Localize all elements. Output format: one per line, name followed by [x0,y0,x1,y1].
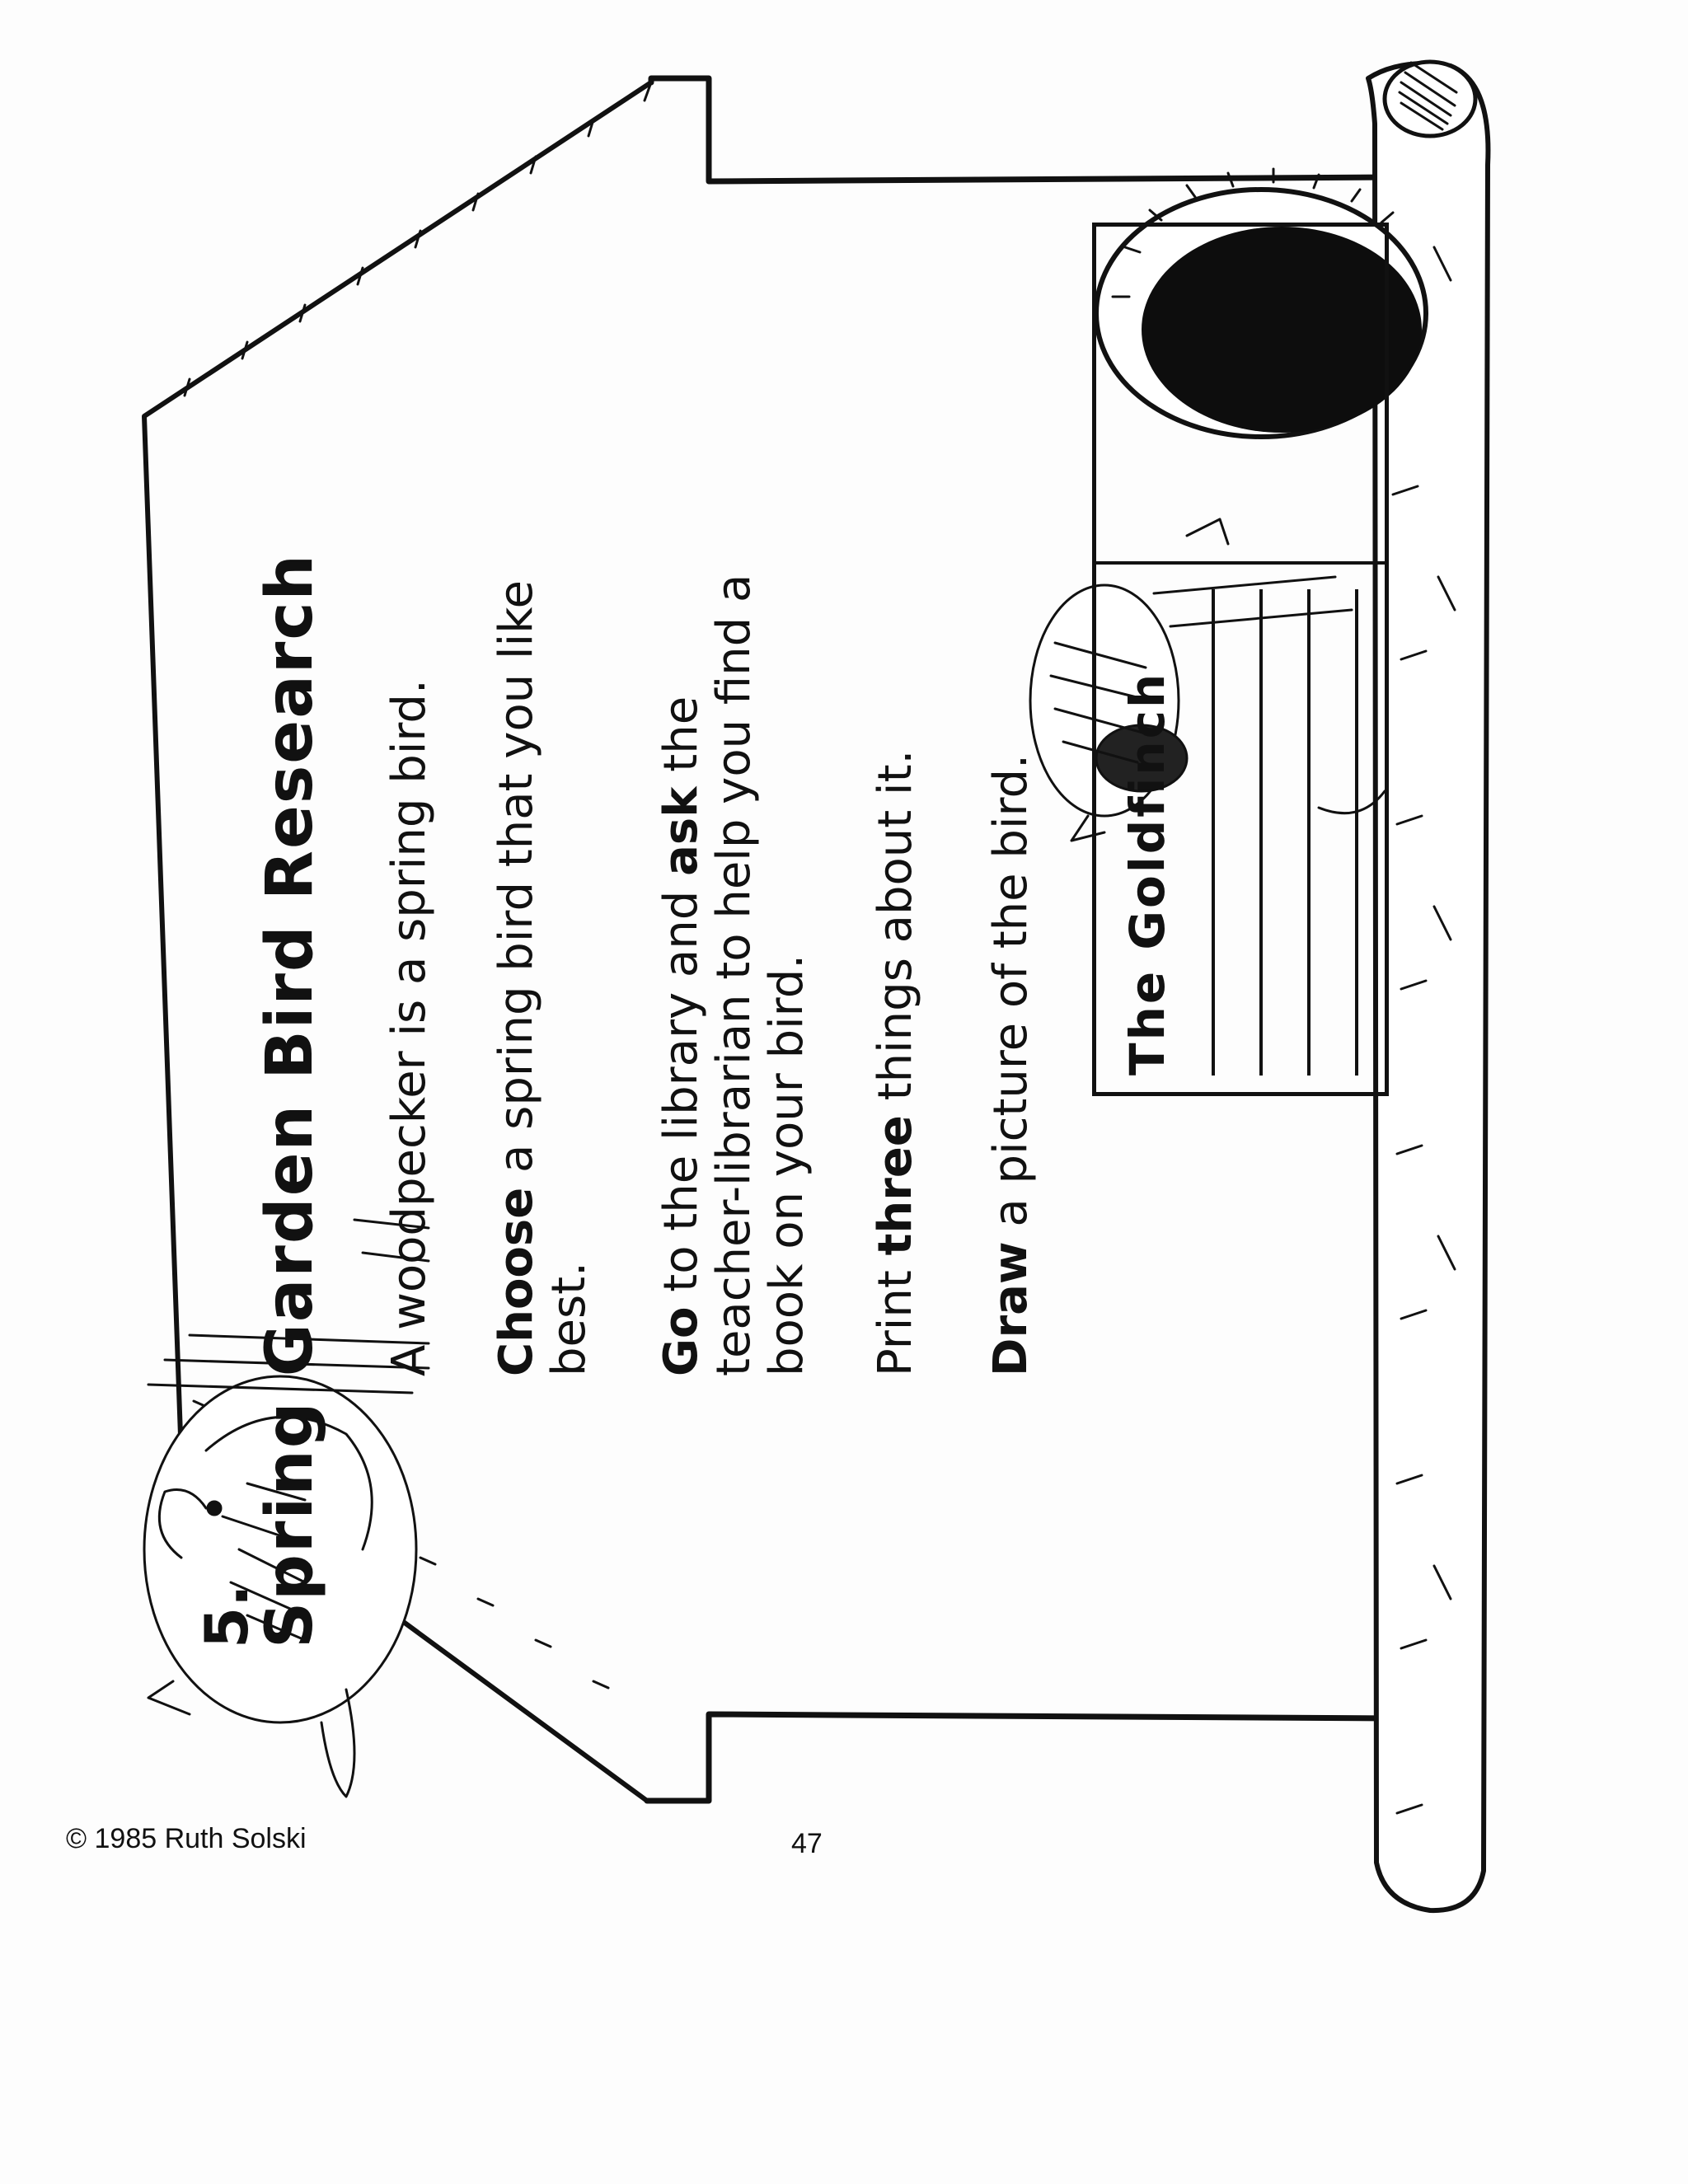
instruction-print-text-1: Print [869,1255,922,1376]
instruction-ask-verb: ask [654,786,708,876]
goldfinch-fact-box [1092,223,1389,1096]
activity-number: 5. [192,1584,261,1648]
instruction-choose [490,511,596,1376]
instruction-go [655,511,814,1376]
instruction-print-bold: three [869,1115,922,1256]
copyright-notice: © 1985 Ruth Solski [66,1823,307,1854]
instruction-print-text-2: things about it. [869,749,922,1116]
instruction-draw-verb: Draw [984,1241,1038,1376]
instruction-draw-text: a picture of the bird. [984,754,1038,1242]
instruction-choose-text: a spring bird that you like best. [490,579,596,1376]
writing-line[interactable] [1259,589,1263,1076]
instruction-go-text-1: to the library and [654,875,708,1307]
writing-line[interactable] [1212,589,1215,1076]
instruction-print [870,511,922,1376]
fact-box-title: The Goldfinch [1119,671,1175,1076]
instruction-go-verb: Go [654,1306,708,1376]
worksheet-content [192,453,1479,1739]
intro-text: A woodpecker is a spring bird. [382,679,436,1376]
fact-box-divider [1096,561,1385,565]
writing-line[interactable] [1307,589,1311,1076]
worksheet-title: Spring Garden Bird Research [253,552,327,1648]
instruction-draw [985,511,1038,1376]
writing-line[interactable] [1355,589,1358,1076]
instruction-choose-verb: Choose [490,1187,543,1376]
instruction-go-text-2: the teacher-librarian to help you find a book on your bird. [654,574,814,1376]
page-number: 47 [791,1828,823,1859]
